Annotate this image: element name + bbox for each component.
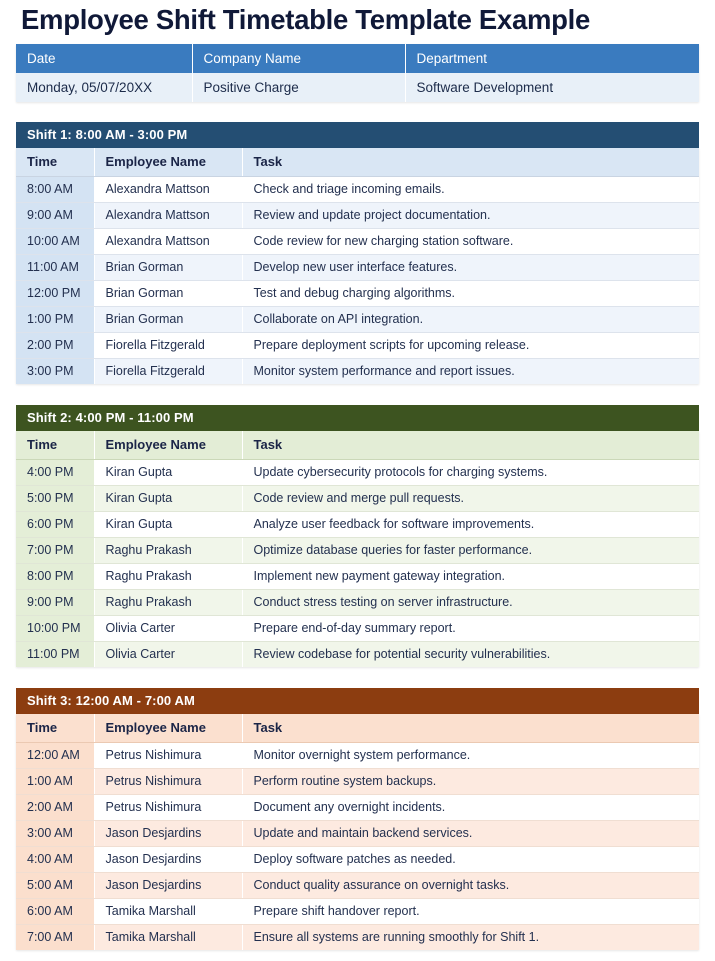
page-title: Employee Shift Timetable Template Example [21,4,590,35]
cell-time: 2:00 PM [16,333,94,359]
shift-3-band: Shift 3: 12:00 AM - 7:00 AM [16,688,699,714]
cell-name: Tamika Marshall [94,925,242,951]
cell-time: 9:00 PM [16,590,94,616]
cell-name: Petrus Nishimura [94,795,242,821]
cell-name: Jason Desjardins [94,847,242,873]
table-row [16,821,699,847]
cell-name: Tamika Marshall [94,899,242,925]
shift-3-table [16,714,699,950]
table-row [16,873,699,899]
cell-name: Olivia Carter [94,616,242,642]
cell-task: Prepare shift handover report. [242,899,699,925]
cell-task: Collaborate on API integration. [242,307,699,333]
table-row [16,847,699,873]
shift-2-table [16,431,699,667]
cell-task: Review and update project documentation. [242,203,699,229]
cell-task: Update and maintain backend services. [242,821,699,847]
table-row [16,616,699,642]
cell-task: Code review and merge pull requests. [242,486,699,512]
shift-block-3 [16,688,699,950]
cell-time: 3:00 PM [16,359,94,385]
table-row [16,203,699,229]
shift-2-col-time: Time [16,431,94,460]
table-row [16,642,699,668]
cell-name: Brian Gorman [94,281,242,307]
cell-name: Alexandra Mattson [94,177,242,203]
shift-block-2 [16,405,699,667]
cell-time: 6:00 PM [16,512,94,538]
cell-task: Check and triage incoming emails. [242,177,699,203]
table-row [16,229,699,255]
cell-name: Alexandra Mattson [94,229,242,255]
table-row [16,359,699,385]
info-value-department: Software Development [405,73,699,102]
cell-task: Prepare deployment scripts for upcoming release. [242,333,699,359]
cell-name: Olivia Carter [94,642,242,668]
cell-time: 7:00 AM [16,925,94,951]
cell-task: Conduct quality assurance on overnight tasks. [242,873,699,899]
cell-task: Document any overnight incidents. [242,795,699,821]
cell-name: Brian Gorman [94,255,242,281]
cell-time: 1:00 PM [16,307,94,333]
cell-name: Kiran Gupta [94,460,242,486]
cell-task: Develop new user interface features. [242,255,699,281]
shift-1-col-time: Time [16,148,94,177]
cell-name: Petrus Nishimura [94,743,242,769]
cell-time: 1:00 AM [16,769,94,795]
cell-task: Deploy software patches as needed. [242,847,699,873]
cell-time: 7:00 PM [16,538,94,564]
table-row [16,486,699,512]
shift-1-col-task: Task [242,148,699,177]
cell-name: Alexandra Mattson [94,203,242,229]
cell-name: Kiran Gupta [94,486,242,512]
cell-name: Fiorella Fitzgerald [94,333,242,359]
info-header-company: Company Name [192,44,405,73]
cell-time: 2:00 AM [16,795,94,821]
info-table [16,44,699,102]
info-header-date: Date [16,44,192,73]
cell-time: 8:00 PM [16,564,94,590]
cell-time: 12:00 PM [16,281,94,307]
cell-task: Monitor overnight system performance. [242,743,699,769]
cell-time: 12:00 AM [16,743,94,769]
shift-3-body [16,743,699,951]
cell-task: Test and debug charging algorithms. [242,281,699,307]
table-row [16,307,699,333]
cell-name: Raghu Prakash [94,538,242,564]
cell-name: Fiorella Fitzgerald [94,359,242,385]
cell-task: Optimize database queries for faster performance. [242,538,699,564]
shift-1-col-name: Employee Name [94,148,242,177]
cell-task: Implement new payment gateway integration. [242,564,699,590]
cell-time: 9:00 AM [16,203,94,229]
shift-2-body [16,460,699,668]
cell-time: 3:00 AM [16,821,94,847]
info-table-value-row [16,73,699,102]
cell-task: Prepare end-of-day summary report. [242,616,699,642]
cell-time: 5:00 PM [16,486,94,512]
cell-task: Update cybersecurity protocols for charging systems. [242,460,699,486]
table-row [16,512,699,538]
cell-task: Review codebase for potential security vulnerabilities. [242,642,699,668]
cell-time: 8:00 AM [16,177,94,203]
cell-name: Raghu Prakash [94,564,242,590]
table-row [16,255,699,281]
shift-2-header-row [16,431,699,460]
table-row [16,743,699,769]
cell-time: 11:00 AM [16,255,94,281]
shift-3-col-time: Time [16,714,94,743]
cell-task: Conduct stress testing on server infrastructure. [242,590,699,616]
table-row [16,899,699,925]
cell-name: Jason Desjardins [94,873,242,899]
info-header-department: Department [405,44,699,73]
info-value-date: Monday, 05/07/20XX [16,73,192,102]
table-row [16,795,699,821]
table-row [16,564,699,590]
table-row [16,333,699,359]
cell-name: Jason Desjardins [94,821,242,847]
shift-1-table [16,148,699,384]
cell-task: Monitor system performance and report issues. [242,359,699,385]
cell-time: 5:00 AM [16,873,94,899]
cell-time: 11:00 PM [16,642,94,668]
cell-task: Ensure all systems are running smoothly for Shift 1. [242,925,699,951]
table-row [16,925,699,951]
cell-time: 4:00 PM [16,460,94,486]
shift-1-header-row [16,148,699,177]
table-row [16,769,699,795]
cell-time: 4:00 AM [16,847,94,873]
cell-task: Perform routine system backups. [242,769,699,795]
cell-name: Petrus Nishimura [94,769,242,795]
shift-block-1 [16,122,699,384]
shift-2-col-task: Task [242,431,699,460]
cell-name: Kiran Gupta [94,512,242,538]
shift-1-band: Shift 1: 8:00 AM - 3:00 PM [16,122,699,148]
info-table-header-row [16,44,699,73]
shift-3-col-task: Task [242,714,699,743]
shift-2-band: Shift 2: 4:00 PM - 11:00 PM [16,405,699,431]
cell-name: Brian Gorman [94,307,242,333]
cell-time: 10:00 PM [16,616,94,642]
shift-3-header-row [16,714,699,743]
info-value-company: Positive Charge [192,73,405,102]
table-row [16,177,699,203]
table-row [16,538,699,564]
shift-3-col-name: Employee Name [94,714,242,743]
cell-name: Raghu Prakash [94,590,242,616]
cell-time: 6:00 AM [16,899,94,925]
table-row [16,281,699,307]
table-row [16,460,699,486]
cell-time: 10:00 AM [16,229,94,255]
cell-task: Code review for new charging station software. [242,229,699,255]
shift-2-col-name: Employee Name [94,431,242,460]
cell-task: Analyze user feedback for software improvements. [242,512,699,538]
shift-1-body [16,177,699,385]
table-row [16,590,699,616]
